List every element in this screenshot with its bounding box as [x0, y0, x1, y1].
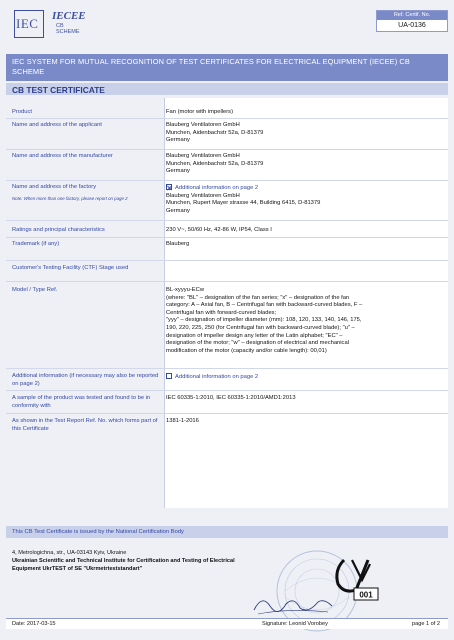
- divider: [6, 260, 448, 261]
- manufacturer-line: Germany: [166, 168, 190, 175]
- model-line: (where: "BL" – designation of the fan series; "x" – designation of the fan: [166, 294, 350, 301]
- applicant-value: [166, 122, 436, 145]
- conformity-mark-icon: [332, 556, 382, 602]
- ref-certificate-label: Ref. Certif. No.: [377, 11, 447, 20]
- manufacturer-label: Name and address of the manufacturer: [12, 153, 113, 159]
- title-bar: [6, 83, 448, 95]
- model-line: 190, 220, 225, 250 (for Centrifugal fan with backward-curved blade); "u" –: [166, 324, 355, 331]
- divider: [6, 180, 448, 181]
- issued-statement: This CB Test Certificate is issued by the National Certification Body: [12, 528, 184, 535]
- scheme-banner: IEC SYSTEM FOR MUTUAL RECOGNITION OF TEST CERTIFICATES FOR ELECTRICAL EQUIPMENT (IECEE) CB SCHEME: [6, 54, 448, 81]
- institute-address: [12, 549, 235, 573]
- iecee-logo-sub: [56, 23, 80, 35]
- institute-line: 4, Metrologichna, str., UA-03143 Kyiv, Ukraine: [12, 550, 127, 556]
- model-line: designation of impeller design any letter of the Latin alphabet; "EC" –: [166, 332, 343, 339]
- page-number: page 1 of 2: [412, 621, 440, 627]
- divider: [6, 237, 448, 238]
- divider: [6, 368, 448, 369]
- model-value: [166, 287, 436, 355]
- additional-label: Additional information (if necessary may also be reported on page 2): [12, 373, 159, 387]
- ref-certificate-number: UA-0136: [398, 22, 426, 29]
- model-line: Centrifugal fan with forward-curved blades;: [166, 309, 277, 316]
- signature-scribble-icon: [248, 588, 338, 618]
- factory-additional-info: [166, 184, 436, 193]
- factory-line: Munchen, Rupert Mayer strasse 44, Building 6415, D-81379: [166, 200, 321, 207]
- additional-value: [166, 373, 436, 382]
- model-line: "yyy" – designation of impeller diameter (mm): 108, 120, 133, 140, 146, 175,: [166, 317, 362, 324]
- iecee-logo-text: IECEE: [52, 10, 86, 22]
- factory-label: Name and address of the factory: [12, 184, 97, 190]
- iec-logo-text: IEC: [16, 16, 39, 31]
- trademark-value: Blauberg: [166, 241, 190, 247]
- institute-line: Equipment UkrTEST of SE "Ukrmetrteststandart": [12, 566, 143, 572]
- applicant-label: Name and address of the applicant: [12, 122, 102, 128]
- sample-label: A sample of the product was tested and found to be in conformity with: [12, 395, 151, 409]
- manufacturer-line: Blauberg Ventilatoren GmbH: [166, 153, 240, 159]
- applicant-line: Germany: [166, 137, 190, 144]
- factory-check-text: Additional information on page 2: [175, 185, 259, 191]
- certificate-title: CB TEST CERTIFICATE: [12, 84, 105, 95]
- footer: [6, 618, 448, 629]
- divider: [6, 390, 448, 391]
- divider: [6, 281, 448, 282]
- model-line: BL-xyyyu-ECw: [166, 287, 205, 293]
- checked-checkbox-icon[interactable]: [166, 184, 172, 190]
- model-label: Model / Type Ref.: [12, 287, 58, 293]
- issue-date: Date: 2017-03-15: [12, 621, 56, 627]
- model-line: modification of the motor (capacity and/or cable length): 00,01): [166, 347, 327, 354]
- factory-line: Germany: [166, 207, 190, 214]
- product-value: Fan (motor with impellers): [166, 109, 234, 115]
- divider: [6, 118, 448, 119]
- ratings-value: 230 V~, 50/60 Hz, 42-86 W, IP54, Class I: [166, 227, 272, 233]
- applicant-line: Munchen, Aidenbachstr 52a, D-81379: [166, 129, 264, 136]
- header: [6, 6, 448, 42]
- manufacturer-value: [166, 153, 436, 176]
- trademark-label: Trademark (if any): [12, 241, 60, 247]
- issued-bar: [6, 526, 448, 538]
- model-line: category: A – Axial fan, B – Centrifugal fan with backward-curved blades, F –: [166, 302, 363, 309]
- signature-label: Signature: Leonid Vorobey: [262, 621, 328, 627]
- logo-cb-text: CB: [56, 23, 64, 29]
- certificate-body: [6, 98, 448, 508]
- applicant-line: Blauberg Ventilatoren GmbH: [166, 122, 240, 128]
- report-value: 1381-1-2016: [166, 418, 199, 424]
- factory-line: Blauberg Ventilatoren GmbH: [166, 192, 240, 199]
- logo-scheme-text: SCHEME: [56, 29, 80, 35]
- ratings-label: Ratings and principal characteristics: [12, 227, 105, 233]
- checkbox-icon[interactable]: [166, 373, 172, 379]
- institute-line: Ukrainian Scientific and Technical Institute for Certification and Testing of Electrical: [12, 558, 235, 564]
- divider: [6, 413, 448, 414]
- model-line: designation of the motor; "w" – designation of electrical and mechanical: [166, 340, 349, 347]
- additional-check-text: Additional information on page 2: [175, 374, 259, 380]
- divider: [6, 149, 448, 150]
- sample-value: IEC 60335-1:2010, IEC 60335-1:2010/AMD1:2013: [166, 395, 296, 401]
- manufacturer-line: Munchen, Aidenbachstr 52a, D-81379: [166, 160, 264, 167]
- ctf-label: Customer's Testing Facility (CTF) Stage used: [12, 265, 129, 271]
- report-label: As shown in the Test Report Ref. No. which forms part of this Certificate: [12, 418, 158, 432]
- factory-note: Note: When more than one factory, please report on page 2: [12, 196, 128, 201]
- divider: [6, 220, 448, 221]
- mark-number: 001: [359, 590, 373, 600]
- product-label: Product: [12, 109, 32, 115]
- factory-value: [166, 184, 436, 215]
- ref-certificate-box: [376, 10, 448, 32]
